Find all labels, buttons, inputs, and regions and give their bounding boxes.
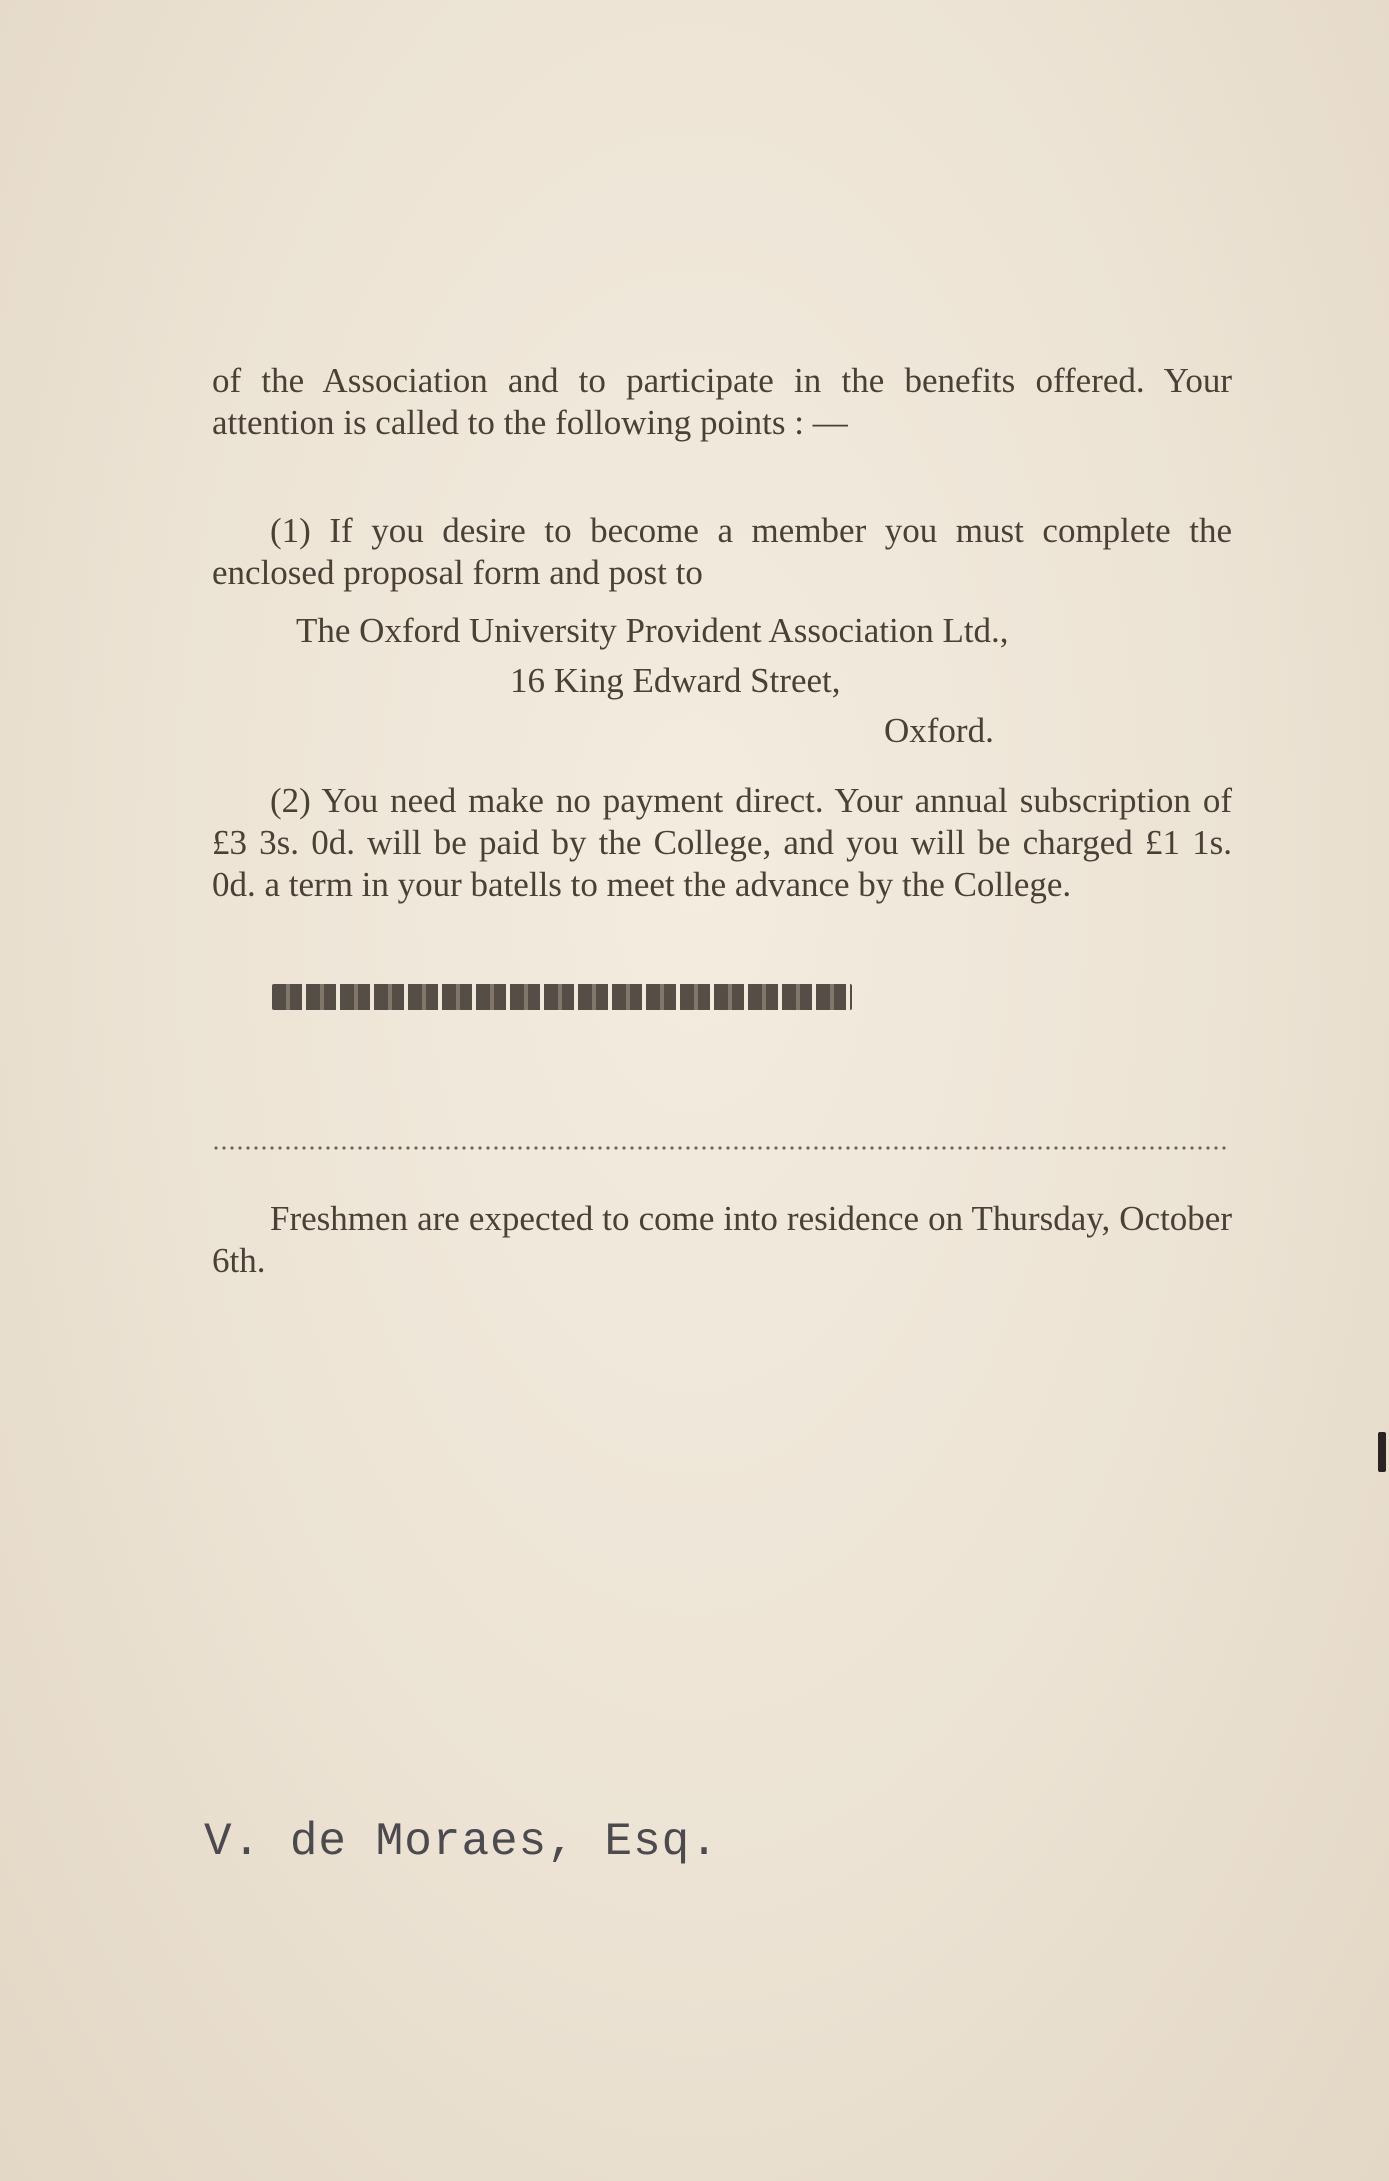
- address-line-3: Oxford.: [884, 711, 994, 750]
- address-line-2: 16 King Edward Street,: [510, 661, 841, 700]
- addressee-line: V. de Moraes, Esq.: [204, 1816, 719, 1868]
- paragraph-notice: Freshmen are expected to come into residence on Thursday, October 6th.: [212, 1199, 1232, 1280]
- postal-address: [212, 606, 1232, 756]
- address-line-1: The Oxford University Provident Association Ltd.,: [296, 611, 1009, 650]
- paragraph-item-1: (1) If you desire to become a member you must complete the enclosed proposal form and post to: [212, 511, 1232, 592]
- paragraph-intro: of the Association and to participate in the benefits offered. Your attention is called to the following points : —: [212, 361, 1232, 442]
- paper-mark: [1378, 1432, 1386, 1472]
- dotted-rule: [212, 1146, 1226, 1150]
- paragraph-item-2: (2) You need make no payment direct. Your annual subscription of £3 3s. 0d. will be paid by the College, and you will be charged £1 1s. 0d. a term in your batells to meet the advance by the College.: [212, 781, 1232, 904]
- struck-out-line: [272, 984, 852, 1010]
